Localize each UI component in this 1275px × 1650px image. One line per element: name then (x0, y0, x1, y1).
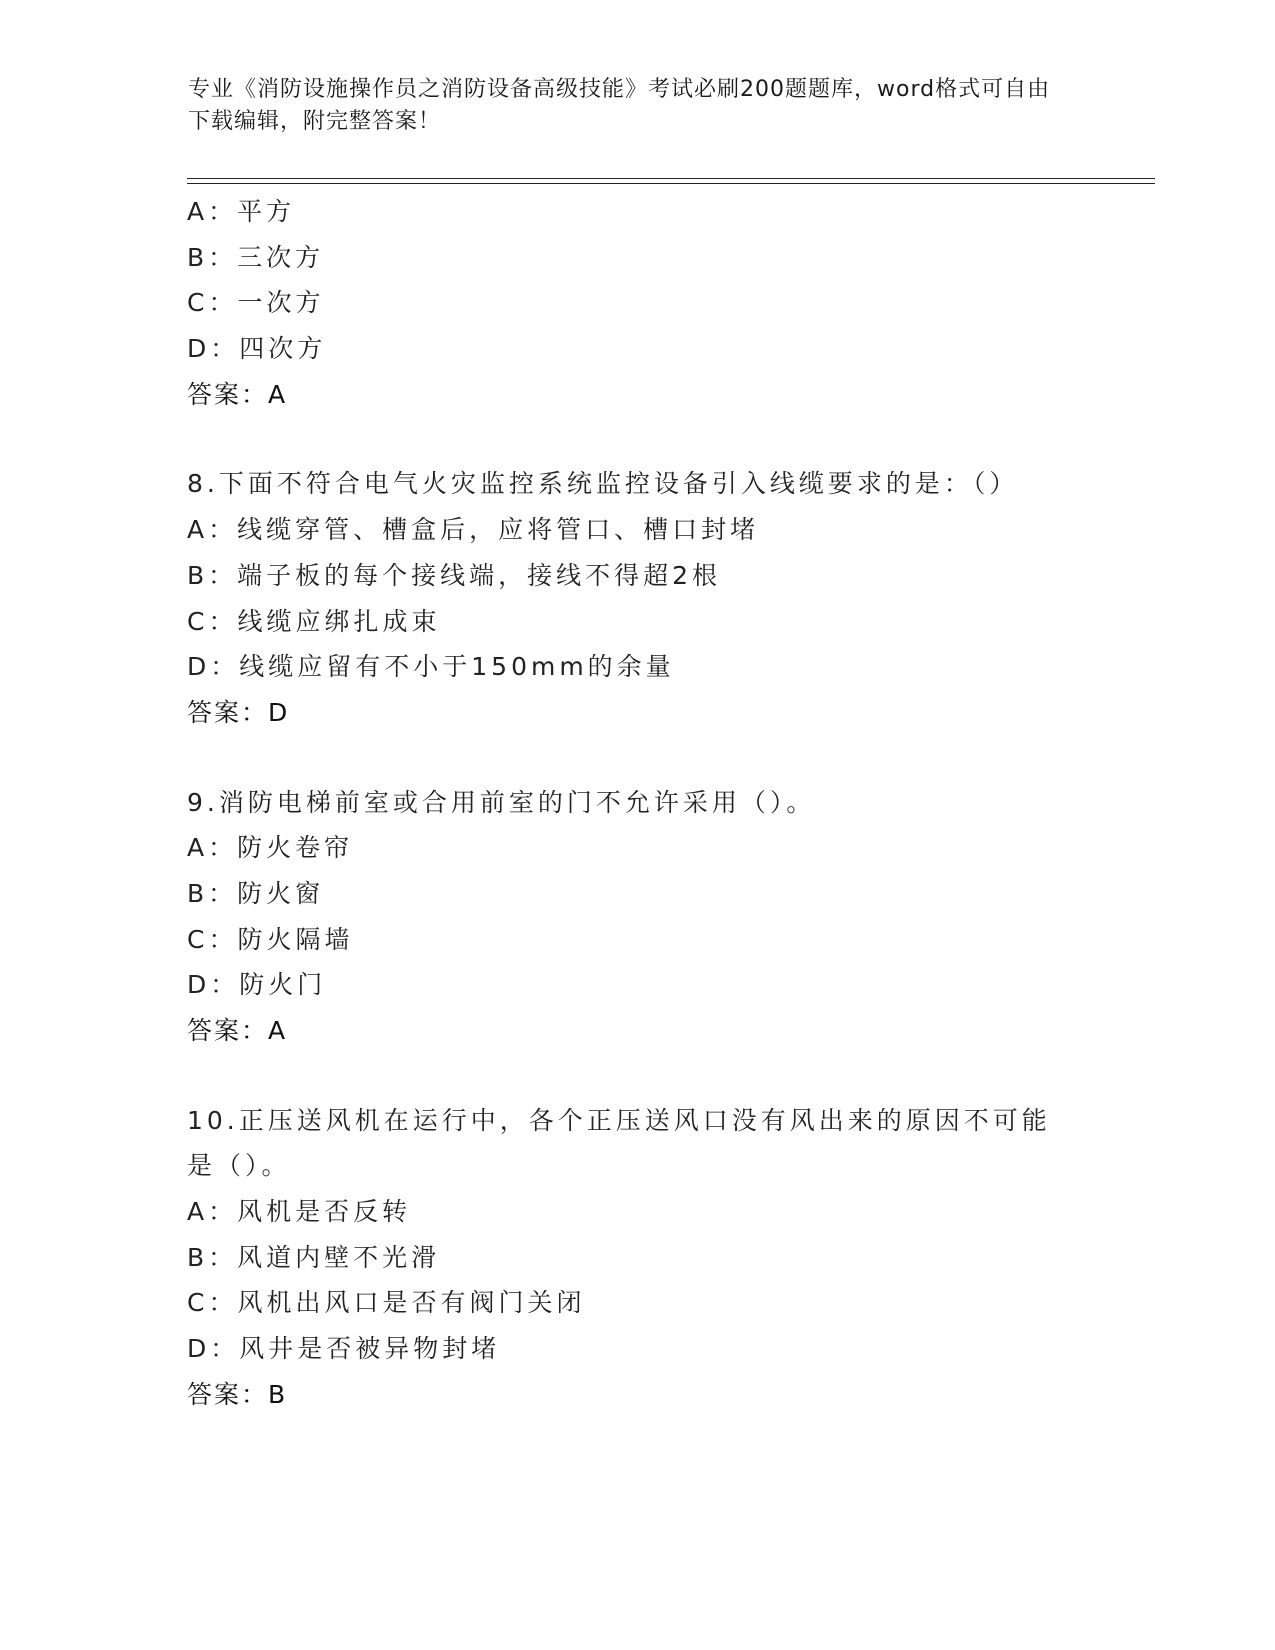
question-9 (187, 780, 1087, 1054)
option-b: B：端子板的每个接线端，接线不得超2根 (187, 560, 722, 590)
answer: 答案：A (187, 1016, 288, 1045)
option-a: A：线缆穿管、槽盒后，应将管口、槽口封堵 (187, 515, 760, 545)
question-8 (187, 461, 1087, 735)
option-a: A：防火卷帘 (187, 833, 354, 863)
option-d: D：四次方 (187, 334, 327, 364)
option-c: C：防火隔墙 (187, 924, 354, 954)
option-b: B：三次方 (187, 242, 325, 272)
option-c: C：线缆应绑扎成束 (187, 606, 441, 636)
answer: 答案：A (187, 379, 288, 409)
question-text: 10.正压送风机在运行中，各个正压送风口没有风出来的原因不可能是（）。 (187, 1105, 1051, 1181)
answer: 答案：B (187, 1379, 288, 1409)
option-d: D：线缆应留有不小于150mm的余量 (187, 652, 675, 682)
question-10 (187, 1098, 1087, 1418)
option-d: D：风井是否被异物封堵 (187, 1334, 501, 1364)
option-b: B：风道内壁不光滑 (187, 1242, 441, 1272)
document-header: 专业《消防设施操作员之消防设备高级技能》考试必刷200题题库，word格式可自由下载编辑，附完整答案！ (188, 77, 1051, 134)
option-c: C：一次方 (187, 288, 325, 318)
option-d: D：防火门 (187, 970, 327, 1000)
answer: 答案：D (187, 697, 290, 727)
question-list (187, 189, 1087, 1418)
option-a: A：风机是否反转 (187, 1197, 412, 1227)
option-c: C：风机出风口是否有阀门关闭 (187, 1288, 586, 1318)
question-text: 8.下面不符合电气火灾监控系统监控设备引入线缆要求的是：（） (187, 469, 1019, 499)
question-7 (187, 189, 1087, 417)
header-divider-bottom (187, 183, 1155, 184)
question-text: 9.消防电梯前室或合用前室的门不允许采用（）。 (187, 787, 816, 817)
header-divider-top (187, 178, 1155, 179)
option-b: B：防火窗 (187, 878, 325, 908)
option-a: A：平方 (187, 197, 296, 226)
